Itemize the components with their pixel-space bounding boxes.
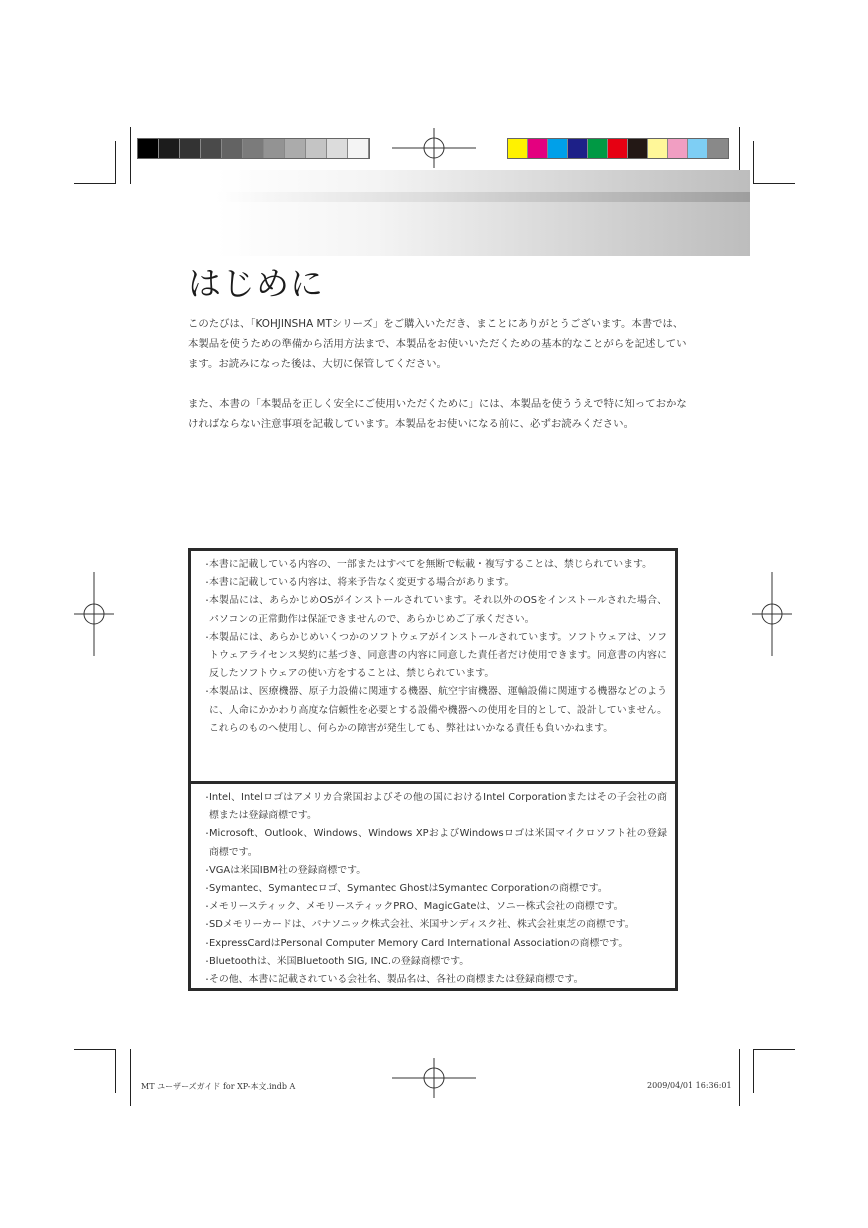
crop-mark <box>753 141 754 183</box>
page-title: はじめに <box>188 264 324 303</box>
list-item-text: 本製品は、医療機器、原子力設備に関連する機器、航空宇宙機器、運輸設備に関連する機器などのように、人命にかかわり高度な信頼性を必要とする設備や機器への使用を目的として、設計していません。これらのものへ使用し、何らかの障害が発生しても、弊社はいかなる責任も負いかねます。 <box>209 686 667 734</box>
header-gradient-band <box>216 170 750 256</box>
color-swatch <box>548 139 568 158</box>
crop-mark <box>130 127 131 184</box>
slug-file-name: MT ユーザーズガイド for XP-本文.indb A <box>141 1082 296 1091</box>
color-swatch <box>688 139 708 158</box>
list-item-text: Intel、Intelロゴはアメリカ合衆国およびその他の国におけるIntel Corporationまたはその子会社の商標または登録商標です。 <box>209 792 667 822</box>
list-item-text: 本書に記載している内容の、一部またはすべてを無断で転載・複写することは、禁じられています。 <box>209 559 652 570</box>
color-swatch <box>528 139 548 158</box>
color-swatch <box>348 139 369 158</box>
color-swatch <box>243 139 264 158</box>
list-item-text: 本製品には、あらかじめOSがインストールされています。それ以外のOSをインストールされた場合、パソコンの正常動作は保証できませんので、あらかじめご了承ください。 <box>209 595 667 625</box>
bullet: ・ <box>203 687 211 697</box>
process-color-bar <box>507 138 729 159</box>
intro-paragraph: また、本書の「本製品を正しく安全にご使用いただくために」には、本製品を使ううえで特に知っておかなければならない注意事項を記載しています。本製品をお使いになる前に、必ずお読みください。 <box>188 398 687 430</box>
crop-mark <box>130 1049 131 1106</box>
bullet: ・ <box>203 829 211 839</box>
list-item <box>203 971 667 989</box>
list-item <box>203 683 667 738</box>
color-swatch <box>306 139 327 158</box>
intro-text <box>188 314 688 454</box>
intro-paragraph: このたびは、「KOHJINSHA MTシリーズ」をご購入いただき、まことにありがとうございます。本書では、本製品を使うための準備から活用方法まで、本製品をお使いいただくための基本的なことがらを記述しています。お読みになった後は、大切に保管してください。 <box>188 318 687 370</box>
list-item <box>203 953 667 971</box>
list-item <box>203 916 667 934</box>
crop-mark <box>753 1049 754 1093</box>
list-item <box>203 592 667 628</box>
list-item-text: 本書に記載している内容は、将来予告なく変更する場合があります。 <box>209 577 515 589</box>
color-swatch <box>159 139 180 158</box>
bullet: ・ <box>203 884 211 894</box>
crop-mark <box>753 1049 795 1050</box>
list-item <box>203 629 667 684</box>
crop-mark <box>739 1049 740 1106</box>
list-item <box>203 574 667 592</box>
color-swatch <box>138 139 159 158</box>
color-swatch <box>668 139 688 158</box>
color-swatch <box>588 139 608 158</box>
list-item-text: Bluetoothは、米国Bluetooth SIG, INC.の登録商標です。 <box>209 955 470 967</box>
notice-box <box>188 548 678 784</box>
list-item-text: メモリースティック、メモリースティックPRO、MagicGateは、ソニー株式会社の商標です。 <box>209 901 624 913</box>
trademark-box <box>188 781 678 991</box>
list-item-text: 本製品には、あらかじめいくつかのソフトウェアがインストールされています。ソフトウェアは、ソフトウェアライセンス契約に基づき、同意書の内容に同意した責任者だけ使用できます。同意書の内容に反したソフトウェアの使い方をすることは、禁じられています。 <box>209 631 667 680</box>
crop-mark <box>753 183 795 184</box>
crop-mark <box>74 1049 116 1050</box>
color-swatch <box>327 139 348 158</box>
bullet: ・ <box>203 938 211 948</box>
bullet: ・ <box>203 793 211 802</box>
list-item-text: VGAは米国IBM社の登録商標です。 <box>209 864 367 876</box>
list-item <box>203 789 667 825</box>
slug-datetime: 2009/04/01 16:36:01 <box>647 1081 732 1090</box>
list-item <box>203 556 667 574</box>
registration-mark-bottom <box>392 1058 476 1098</box>
list-item <box>203 935 667 953</box>
bullet: ・ <box>203 560 211 569</box>
color-swatch <box>201 139 222 158</box>
bullet: ・ <box>203 920 211 930</box>
bullet: ・ <box>203 865 211 875</box>
list-item <box>203 862 667 880</box>
list-item-text: SDメモリーカードは、パナソニック株式会社、米国サンディスク社、株式会社東芝の商標です。 <box>209 919 635 931</box>
bullet: ・ <box>203 578 211 588</box>
crop-mark <box>115 1049 116 1093</box>
color-swatch <box>180 139 201 158</box>
color-swatch <box>608 139 628 158</box>
crop-mark <box>74 183 116 184</box>
header-gradient-strip <box>216 192 750 202</box>
color-swatch <box>264 139 285 158</box>
registration-mark-right <box>752 572 792 656</box>
bullet: ・ <box>203 956 211 966</box>
bullet: ・ <box>203 632 211 642</box>
grayscale-color-bar <box>137 138 370 159</box>
crop-mark <box>115 141 116 183</box>
list-item <box>203 898 667 916</box>
color-swatch <box>285 139 306 158</box>
list-item <box>203 880 667 898</box>
color-swatch <box>568 139 588 158</box>
bullet: ・ <box>203 596 211 606</box>
list-item-text: その他、本書に記載されている会社名、製品名は、各社の商標または登録商標です。 <box>209 974 584 986</box>
list-item-text: Microsoft、Outlook、Windows、Windows XPおよびWindowsロゴは米国マイクロソフト社の登録商標です。 <box>209 828 667 858</box>
list-item-text: ExpressCardはPersonal Computer Memory Card International Associationの商標です。 <box>209 937 629 949</box>
list-item <box>203 825 667 861</box>
bullet: ・ <box>203 902 211 912</box>
registration-mark-top <box>392 128 476 168</box>
color-swatch <box>222 139 243 158</box>
bullet: ・ <box>203 975 211 985</box>
color-swatch <box>648 139 668 158</box>
list-item-text: Symantec、Symantecロゴ、Symantec GhostはSymantec Corporationの商標です。 <box>209 883 608 895</box>
color-swatch <box>508 139 528 158</box>
color-swatch <box>708 139 728 158</box>
registration-mark-left <box>74 572 114 656</box>
color-swatch <box>628 139 648 158</box>
